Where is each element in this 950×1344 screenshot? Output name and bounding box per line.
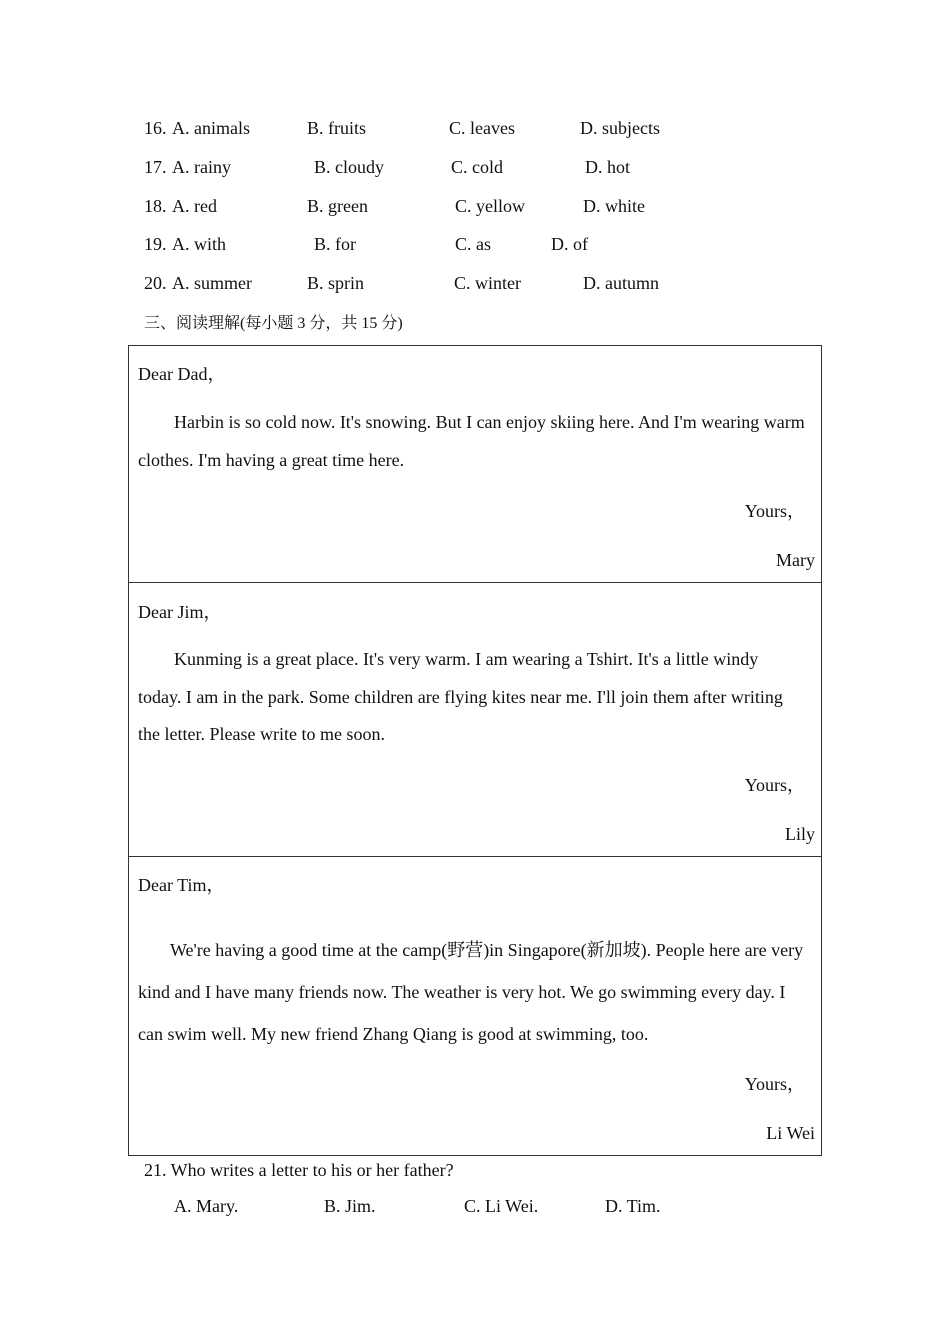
option-a: A. animals [172, 118, 250, 138]
letter-closing: Yours， [744, 1074, 805, 1094]
letter-body [138, 404, 805, 479]
option-c: C. as [455, 234, 491, 254]
question-21-option-d: D. Tim. [605, 1196, 661, 1216]
question-21-option-a: A. Mary. [174, 1196, 239, 1216]
question-21-option-c: C. Li Wei. [464, 1196, 539, 1216]
option-d: D. white [583, 196, 645, 216]
option-a: A. with [172, 234, 226, 254]
option-b: B. fruits [307, 118, 367, 138]
section-title: 三、阅读理解(每小题 3 分，共 15 分) [144, 315, 403, 332]
letter-body [138, 641, 805, 754]
option-b: B. cloudy [314, 157, 384, 177]
letter-greeting: Dear Jim， [138, 602, 222, 622]
question-number: 16. [144, 118, 167, 138]
letter-signature: Lily [785, 824, 815, 844]
question-21-option-b: B. Jim. [324, 1196, 376, 1216]
option-c: C. yellow [455, 196, 525, 216]
option-c: C. winter [454, 273, 521, 293]
option-b: B. for [314, 234, 356, 254]
option-a: A. rainy [172, 157, 231, 177]
letter-greeting: Dear Dad， [138, 364, 226, 384]
letter-body [138, 929, 805, 1055]
letter-greeting: Dear Tim， [138, 875, 225, 895]
option-d: D. of [551, 234, 588, 254]
letters-table [128, 345, 822, 1156]
option-c: C. leaves [449, 118, 515, 138]
option-d: D. subjects [580, 118, 660, 138]
question-number: 18. [144, 196, 167, 216]
letter-body-text: Harbin is so cold now. It's snowing. But I can enjoy skiing here. And I'm wearing warm clothes. I'm having a great time here. [138, 412, 805, 470]
question-number: 20. [144, 273, 167, 293]
option-a: A. red [172, 196, 217, 216]
question-number: 17. [144, 157, 167, 177]
letter-body-text: Kunming is a great place. It's very warm. I am wearing a Tshirt. It's a little windy today. I am in the park. Some children are flying kites near me. I'll join them after writing the letter. Please write to me soon. [138, 649, 783, 744]
letter-closing: Yours， [744, 775, 805, 795]
letter-lily [129, 582, 821, 856]
option-b: B. green [307, 196, 368, 216]
option-d: D. autumn [583, 273, 659, 293]
option-b: B. sprin [307, 273, 365, 293]
letter-signature: Mary [776, 550, 815, 570]
question-number: 19. [144, 234, 167, 254]
option-a: A. summer [172, 273, 252, 293]
letter-closing: Yours， [744, 501, 805, 521]
option-c: C. cold [451, 157, 503, 177]
option-d: D. hot [585, 157, 630, 177]
letter-li-wei [129, 856, 821, 1155]
letter-mary [129, 346, 821, 582]
letter-body-text: We're having a good time at the camp(野营)in Singapore(新加坡). People here are very kind and I have many friends now. The weather is very hot. We go swimming every day. I can swim well. My new friend Zhang Qiang is good at swimming, too. [138, 940, 804, 1044]
letter-signature: Li Wei [766, 1123, 815, 1143]
question-21-stem: 21. Who writes a letter to his or her father? [144, 1160, 454, 1180]
